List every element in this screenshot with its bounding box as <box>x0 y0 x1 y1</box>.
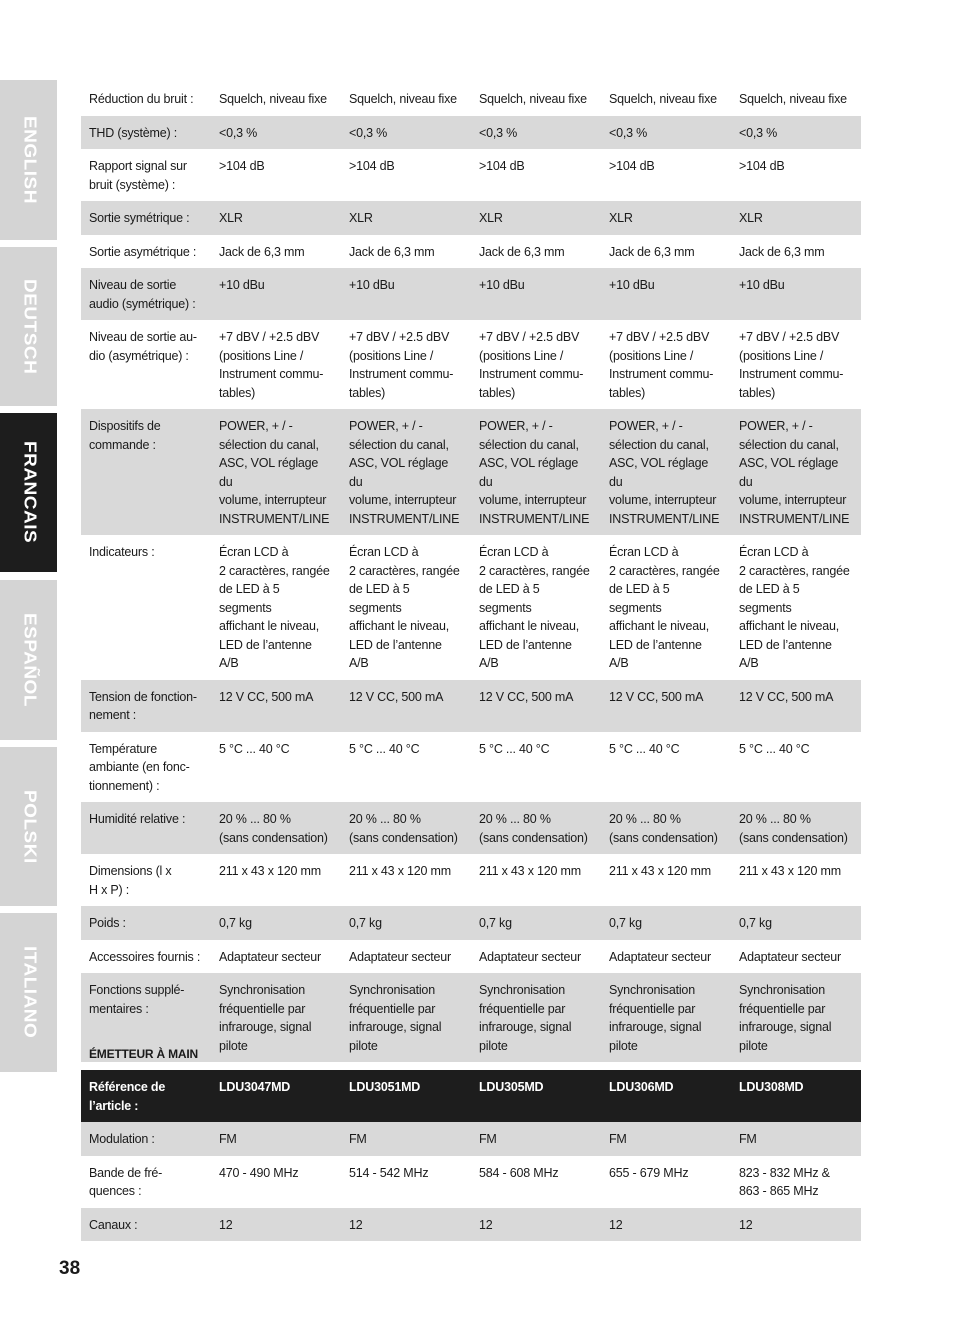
spec-value: 12 V CC, 500 mA <box>731 680 861 732</box>
spec-value: Écran LCD à 2 caractères, rangée de LED à 5 segments affichant le niveau, LED de l’antenne A/B <box>349 545 460 670</box>
spec-value: Synchronisation fréquentielle par infrarouge, signal pilote <box>731 973 861 1062</box>
spec-value: XLR <box>601 201 731 235</box>
spec-value: >104 dB <box>739 159 785 173</box>
spec-label: Canaux : <box>81 1208 211 1242</box>
spec-value: +7 dBV / +2.5 dBV (positions Line / Instrument commu- tables) <box>219 330 324 400</box>
spec-value: +10 dBu <box>601 268 731 320</box>
section-title-handheld: ÉMETTEUR À MAIN <box>89 1047 198 1061</box>
spec-value: 470 - 490 MHz <box>219 1165 299 1180</box>
spec-label: Sortie symétrique : <box>81 201 211 235</box>
spec-label: Indicateurs : <box>89 545 155 559</box>
spec-value: <0,3 % <box>211 116 341 150</box>
spec-value: 5 °C ... 40 °C <box>739 741 810 756</box>
spec-label: THD (système) : <box>81 116 211 150</box>
spec-value: Jack de 6,3 mm <box>609 244 695 259</box>
spec-value: +10 dBu <box>731 268 861 320</box>
header-label: Référence de l’article : <box>81 1070 211 1122</box>
spec-value: 20 % ... 80 % (sans condensation) <box>471 802 601 854</box>
spec-value: >104 dB <box>349 159 395 173</box>
spec-value: +7 dBV / +2.5 dBV (positions Line / Instrument commu- tables) <box>609 330 714 400</box>
spec-value: POWER, + / - sélection du canal, ASC, VOL réglage du volume, interrupteur INSTRUMENT/LINE <box>601 409 731 535</box>
spec-value: +7 dBV / +2.5 dBV (positions Line / Instrument commu- tables) <box>479 330 584 400</box>
table-row <box>81 201 861 235</box>
spec-value: Synchronisation fréquentielle par infrarouge, signal pilote <box>471 973 601 1062</box>
spec-value: >104 dB <box>479 159 525 173</box>
spec-value: <0,3 % <box>341 116 471 150</box>
spec-value: Adaptateur secteur <box>739 949 842 964</box>
header-model: LDU305MD <box>471 1070 601 1122</box>
spec-value: Écran LCD à 2 caractères, rangée de LED à 5 segments affichant le niveau, LED de l’antenne A/B <box>219 545 330 670</box>
table-row <box>81 680 861 732</box>
spec-value: 211 x 43 x 120 mm <box>479 864 581 878</box>
spec-label: Dispositifs de commande : <box>81 409 211 535</box>
spec-value: +10 dBu <box>341 268 471 320</box>
spec-value: <0,3 % <box>731 116 861 150</box>
spec-value: 584 - 608 MHz <box>479 1165 559 1180</box>
tab-francais[interactable] <box>0 413 57 572</box>
spec-label: Dimensions (l x H x P) : <box>89 864 172 897</box>
table-row <box>81 854 861 906</box>
table-row <box>81 906 861 940</box>
spec-value: Synchronisation fréquentielle par infrarouge, signal pilote <box>211 973 341 1062</box>
spec-value: +7 dBV / +2.5 dBV (positions Line / Instrument commu- tables) <box>349 330 454 400</box>
table-row <box>81 409 861 535</box>
spec-value: 12 <box>471 1208 601 1242</box>
spec-value: 5 °C ... 40 °C <box>219 741 290 756</box>
spec-value: 211 x 43 x 120 mm <box>219 864 321 878</box>
spec-value: Jack de 6,3 mm <box>219 244 305 259</box>
spec-value: 12 V CC, 500 mA <box>211 680 341 732</box>
spec-value: 0,7 kg <box>731 906 861 940</box>
spec-value: <0,3 % <box>601 116 731 150</box>
spec-value: 0,7 kg <box>341 906 471 940</box>
table-row <box>81 82 861 116</box>
spec-value: FM <box>601 1122 731 1156</box>
spec-label: Fonctions supplé- mentaires : <box>81 973 211 1062</box>
page-number: 38 <box>59 1258 81 1279</box>
spec-label: Humidité relative : <box>81 802 211 854</box>
spec-value: +10 dBu <box>471 268 601 320</box>
spec-value: +7 dBV / +2.5 dBV (positions Line / Instrument commu- tables) <box>739 330 844 400</box>
tab-label: ITALIANO <box>19 946 39 1039</box>
spec-label: Modulation : <box>81 1122 211 1156</box>
spec-value: Jack de 6,3 mm <box>739 244 825 259</box>
table-row <box>81 116 861 150</box>
table-row <box>81 1208 861 1242</box>
spec-value: XLR <box>211 201 341 235</box>
table-row <box>81 1122 861 1156</box>
spec-value: Squelch, niveau fixe <box>479 92 587 106</box>
tab-label: ESPAÑOL <box>19 613 39 707</box>
table-row <box>81 802 861 854</box>
spec-value: 0,7 kg <box>601 906 731 940</box>
spec-value: 823 - 832 MHz & 863 - 865 MHz <box>739 1165 830 1198</box>
table-row <box>81 535 861 680</box>
spec-value: 12 V CC, 500 mA <box>471 680 601 732</box>
header-model: LDU3047MD <box>211 1070 341 1122</box>
tab-english[interactable] <box>0 80 57 240</box>
spec-label: Poids : <box>81 906 211 940</box>
tab-italiano[interactable] <box>0 913 57 1072</box>
tab-label: ENGLISH <box>19 116 39 204</box>
spec-value: Squelch, niveau fixe <box>349 92 457 106</box>
header-model: LDU306MD <box>601 1070 731 1122</box>
spec-value: Synchronisation fréquentielle par infrarouge, signal pilote <box>601 973 731 1062</box>
spec-value: 514 - 542 MHz <box>349 1165 429 1180</box>
spec-value: 0,7 kg <box>211 906 341 940</box>
tab-polski[interactable] <box>0 747 57 906</box>
table-row <box>81 1156 861 1208</box>
spec-value: 20 % ... 80 % (sans condensation) <box>341 802 471 854</box>
tab-deutsch[interactable] <box>0 247 57 406</box>
spec-value: 12 <box>731 1208 861 1242</box>
spec-value: 211 x 43 x 120 mm <box>349 864 451 878</box>
spec-value: 5 °C ... 40 °C <box>479 741 550 756</box>
spec-label: Niveau de sortie audio (symétrique) : <box>81 268 211 320</box>
spec-value: 655 - 679 MHz <box>609 1165 689 1180</box>
spec-value: POWER, + / - sélection du canal, ASC, VOL réglage du volume, interrupteur INSTRUMENT/LINE <box>471 409 601 535</box>
spec-label: Bande de fré- quences : <box>89 1165 163 1198</box>
table-row <box>81 268 861 320</box>
tab-espanol[interactable] <box>0 580 57 740</box>
spec-value: XLR <box>341 201 471 235</box>
handheld-spec-table <box>81 1070 861 1241</box>
spec-value: Écran LCD à 2 caractères, rangée de LED à 5 segments affichant le niveau, LED de l’antenne A/B <box>479 545 590 670</box>
spec-value: 5 °C ... 40 °C <box>609 741 680 756</box>
spec-value: XLR <box>471 201 601 235</box>
tab-label: POLSKI <box>19 789 39 864</box>
spec-label: Niveau de sortie au- dio (asymétrique) : <box>89 330 197 363</box>
spec-value: 211 x 43 x 120 mm <box>609 864 711 878</box>
table-row <box>81 149 861 201</box>
table-row <box>81 235 861 269</box>
spec-value: >104 dB <box>609 159 655 173</box>
spec-value: Adaptateur secteur <box>479 949 582 964</box>
spec-value: Squelch, niveau fixe <box>739 92 847 106</box>
spec-value: <0,3 % <box>471 116 601 150</box>
spec-label: Accessoires fournis : <box>89 949 201 964</box>
spec-label: Tension de fonction- nement : <box>81 680 211 732</box>
spec-value: Jack de 6,3 mm <box>479 244 565 259</box>
spec-value: Synchronisation fréquentielle par infrarouge, signal pilote <box>341 973 471 1062</box>
spec-value: 20 % ... 80 % (sans condensation) <box>211 802 341 854</box>
spec-value: FM <box>341 1122 471 1156</box>
header-model: LDU308MD <box>731 1070 861 1122</box>
table-row <box>81 320 861 409</box>
spec-value: 12 V CC, 500 mA <box>601 680 731 732</box>
spec-label: Température ambiante (en fonc- tionnement) : <box>89 741 190 793</box>
spec-value: 20 % ... 80 % (sans condensation) <box>731 802 861 854</box>
spec-value: Écran LCD à 2 caractères, rangée de LED à 5 segments affichant le niveau, LED de l’antenne A/B <box>739 545 850 670</box>
receiver-spec-table <box>81 82 861 1062</box>
spec-label: Réduction du bruit : <box>89 92 194 106</box>
header-model: LDU3051MD <box>341 1070 471 1122</box>
spec-value: POWER, + / - sélection du canal, ASC, VOL réglage du volume, interrupteur INSTRUMENT/LINE <box>341 409 471 535</box>
spec-value: 5 °C ... 40 °C <box>349 741 420 756</box>
spec-value: 211 x 43 x 120 mm <box>739 864 841 878</box>
tab-label: DEUTSCH <box>19 278 39 375</box>
spec-value: 12 <box>211 1208 341 1242</box>
spec-value: Adaptateur secteur <box>219 949 322 964</box>
spec-value: 0,7 kg <box>471 906 601 940</box>
spec-value: >104 dB <box>219 159 265 173</box>
spec-value: Jack de 6,3 mm <box>349 244 435 259</box>
spec-value: FM <box>471 1122 601 1156</box>
spec-value: POWER, + / - sélection du canal, ASC, VOL réglage du volume, interrupteur INSTRUMENT/LINE <box>211 409 341 535</box>
spec-value: Adaptateur secteur <box>609 949 712 964</box>
spec-value: FM <box>731 1122 861 1156</box>
spec-value: Écran LCD à 2 caractères, rangée de LED à 5 segments affichant le niveau, LED de l’antenne A/B <box>609 545 720 670</box>
spec-value: Adaptateur secteur <box>349 949 452 964</box>
spec-value: XLR <box>731 201 861 235</box>
spec-label: Sortie asymétrique : <box>89 244 197 259</box>
spec-value: 12 <box>601 1208 731 1242</box>
spec-value: 12 <box>341 1208 471 1242</box>
spec-value: Squelch, niveau fixe <box>219 92 327 106</box>
spec-value: FM <box>211 1122 341 1156</box>
spec-value: 20 % ... 80 % (sans condensation) <box>601 802 731 854</box>
spec-label: Rapport signal sur bruit (système) : <box>89 159 187 192</box>
table-header-row <box>81 1070 861 1122</box>
spec-value: +10 dBu <box>211 268 341 320</box>
spec-value: 12 V CC, 500 mA <box>341 680 471 732</box>
spec-value: Squelch, niveau fixe <box>609 92 717 106</box>
table-row <box>81 940 861 974</box>
tab-label: FRANCAIS <box>19 441 39 544</box>
table-row <box>81 732 861 803</box>
table-row <box>81 973 861 1062</box>
spec-value: POWER, + / - sélection du canal, ASC, VOL réglage du volume, interrupteur INSTRUMENT/LINE <box>731 409 861 535</box>
